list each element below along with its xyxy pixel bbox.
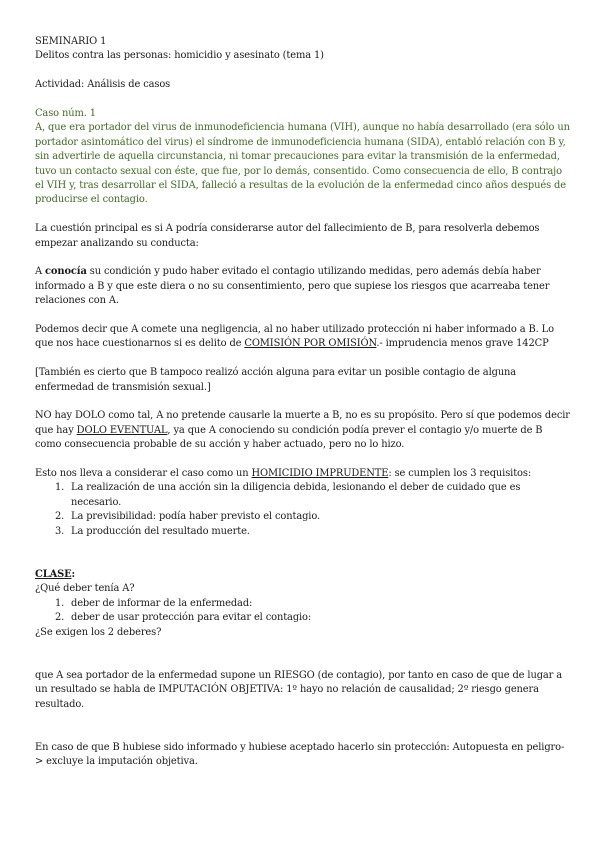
- paragraph-imputacion: que A sea portador de la enfermedad supone un RIESGO (de contagio), por tanto en caso de que de lugar a un resultado se habla de IMPUTACIÓN OBJETIVA: 1º hayo no relación de causalidad; 2º riesgo genera resultado.: [35, 669, 563, 710]
- underlined-dolo-eventual: DOLO EVENTUAL: [76, 424, 168, 436]
- deberes-list: [35, 597, 570, 626]
- activity-heading: Actividad: Análisis de casos: [35, 79, 171, 91]
- paragraph-autopuesta: En caso de que B hubiese sido informado y hubiese aceptado hacerlo sin protección: Autopuesta en peligro-> excluye la imputación objetiva.: [35, 741, 565, 768]
- paragraph-dolo: NO hay DOLO como tal, A no pretende causarle la muerte a B, no es su propósito. Pero sí que podemos decir que hay DOLO EVENTUAL, ya que A conociendo su condición podía prever el contagio y/o muerte de B como consecuencia probable de su acción y haber actuado, pero no lo hizo.: [35, 410, 570, 451]
- paragraph-homicidio: Esto nos lleva a considerar el caso como un HOMICIDIO IMPRUDENTE: se cumplen los 3 requisitos:: [35, 468, 532, 480]
- paragraph-main-question: La cuestión principal es si A podría considerarse autor del fallecimiento de B, para resolverla debemos empezar analizando su conducta:: [35, 223, 540, 249]
- case-text: A, que era portador del virus de inmunodeficiencia humana (VIH), aunque no había desarrollado (era sólo un portador asintomático del virus) el síndrome de inmunodeficiencia humana (SIDA), entabló relación con B y, sin advertirle de aquella circunstancia, ni tomar precauciones para evitar la transmisión de la enfermedad, tuvo un contacto sexual con éste, que fue, por lo demás, consentido. Como consecuencia de ello, B contrajo el VIH y, tras desarrollar el SIDA, falleció a resultas de la evolución de la enfermedad cinco años después de producirse el contagio.: [35, 122, 570, 206]
- list-item: 2. deber de usar protección para evitar el contagio:: [55, 612, 312, 624]
- clase-heading: CLASE:: [35, 568, 76, 580]
- list-item: 2. La previsibilidad: podía haber previsto el contagio.: [55, 511, 320, 523]
- requisitos-list: [35, 481, 570, 539]
- list-item: 3. La producción del resultado muerte.: [55, 525, 250, 537]
- list-item: 1. deber de informar de la enfermedad:: [55, 597, 253, 609]
- paragraph-bracket-note: [También es cierto que B tampoco realizó acción alguna para evitar un posible contagio de alguna enfermedad de transmisión sexual.]: [35, 367, 517, 393]
- clase-question: ¿Qué deber tenía A?: [35, 583, 135, 595]
- seminar-subtitle: Delitos contra las personas: homicidio y asesinato (tema 1): [35, 50, 324, 62]
- underlined-comision: COMISIÓN POR OMISIÓN: [244, 338, 377, 350]
- underlined-homicidio: HOMICIDIO IMPRUDENTE: [251, 468, 389, 480]
- document-page: [35, 35, 570, 770]
- paragraph-conducta: A conocía su condición y pudo haber evitado el contagio utilizando medidas, pero además debía haber informado a B y que este diera o no su consentimiento, pero que supiese los riesgos que acarreaba tener relaciones con A.: [35, 266, 550, 307]
- case-title: Caso núm. 1: [35, 108, 96, 119]
- bold-conocia: conocía: [45, 266, 87, 278]
- seminar-title: SEMINARIO 1: [35, 36, 107, 47]
- list-item: 1. La realización de una acción sin la diligencia debida, lesionando el deber de cuidado que es necesario.: [55, 482, 521, 508]
- clase-question-2: ¿Se exigen los 2 deberes?: [35, 626, 162, 638]
- paragraph-negligencia: Podemos decir que A comete una negligencia, al no haber utilizado protección ni haber informado a B. Lo que nos hace cuestionarnos si es delito de COMISIÓN POR OMISIÓN.- imprudencia menos grave 142CP: [35, 324, 554, 350]
